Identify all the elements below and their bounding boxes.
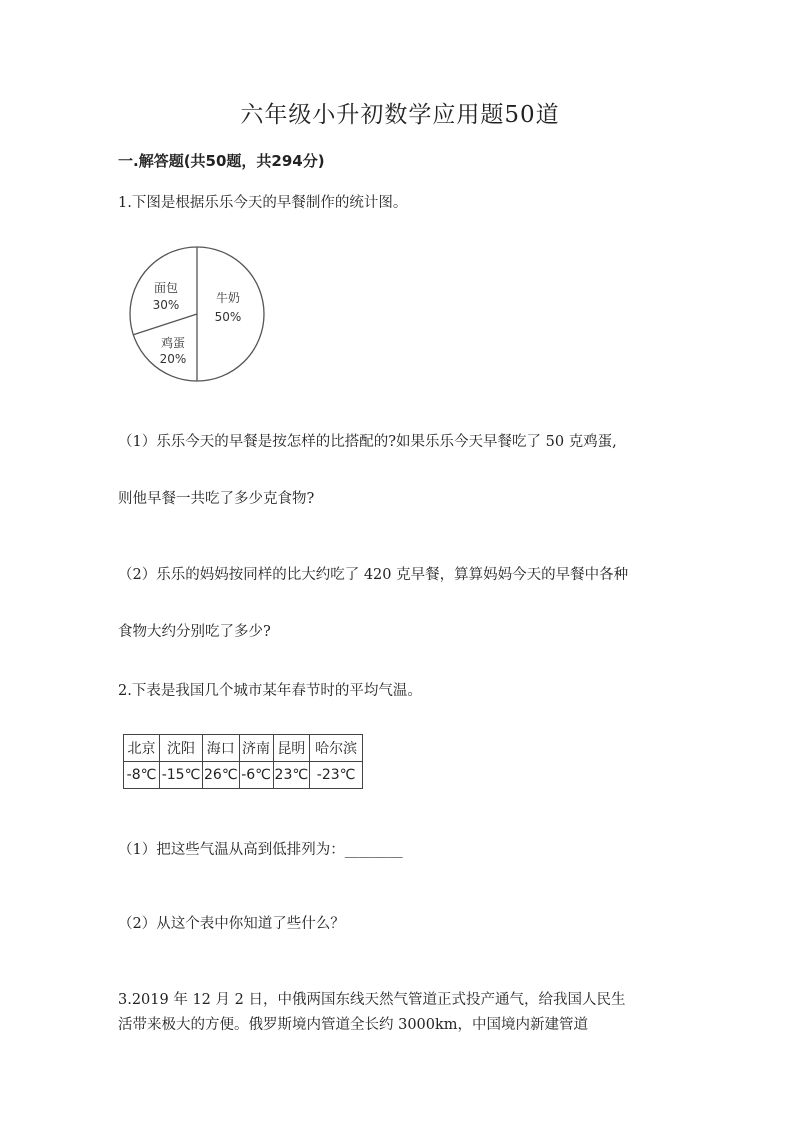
question-2-part-1: （1）把这些气温从高到低排列为：________ — [118, 842, 403, 858]
city-cell: 哈尔滨 — [310, 735, 363, 762]
question-1-part-1-line-1: （1）乐乐今天的早餐是按怎样的比搭配的?如果乐乐今天早餐吃了 50 克鸡蛋, — [118, 434, 617, 450]
slice-label-bread: 面包 — [153, 281, 179, 295]
temp-cell: 26℃ — [203, 762, 240, 789]
city-cell: 北京 — [124, 735, 160, 762]
slice-pct-egg: 20% — [159, 352, 187, 366]
page-title: 六年级小升初数学应用题50道 — [240, 102, 560, 128]
question-2-stem: 2.下表是我国几个城市某年春节时的平均气温。 — [118, 683, 422, 699]
question-1-stem: 1.下图是根据乐乐今天的早餐制作的统计图。 — [118, 195, 408, 211]
table-row-cities — [124, 735, 363, 762]
question-2-part-2: （2）从这个表中你知道了些什么？ — [118, 916, 345, 932]
question-3-line-1: 3.2019 年 12 月 2 日，中俄两国东线天然气管道正式投产通气，给我国人民生 — [118, 992, 626, 1008]
question-3-line-2: 活带来极大的方便。俄罗斯境内管道全长约 3000km，中国境内新建管道 — [118, 1017, 589, 1033]
temp-cell: -6℃ — [239, 762, 273, 789]
question-1-part-2-line-2: 食物大约分别吃了多少? — [118, 624, 271, 640]
city-cell: 海口 — [203, 735, 240, 762]
city-cell: 沈阳 — [160, 735, 203, 762]
breakfast-pie-chart — [128, 245, 266, 383]
slice-label-egg: 鸡蛋 — [160, 336, 186, 350]
table-row-temps — [124, 762, 363, 789]
temperature-table — [123, 734, 363, 789]
question-1-part-2-line-1: （2）乐乐的妈妈按同样的比大约吃了 420 克早餐，算算妈妈今天的早餐中各种 — [118, 567, 629, 583]
temp-cell: -8℃ — [124, 762, 160, 789]
city-cell: 昆明 — [273, 735, 310, 762]
question-1-part-1-line-2: 则他早餐一共吃了多少克食物? — [118, 491, 315, 507]
section-heading: 一.解答题(共50题，共294分) — [118, 152, 325, 170]
pie-divider-egg — [133, 314, 197, 335]
slice-label-milk: 牛奶 — [215, 291, 241, 305]
temp-cell: -15℃ — [160, 762, 203, 789]
temp-cell: 23℃ — [273, 762, 310, 789]
city-cell: 济南 — [239, 735, 273, 762]
temp-cell: -23℃ — [310, 762, 363, 789]
slice-pct-bread: 30% — [152, 298, 180, 312]
slice-pct-milk: 50% — [214, 310, 242, 324]
